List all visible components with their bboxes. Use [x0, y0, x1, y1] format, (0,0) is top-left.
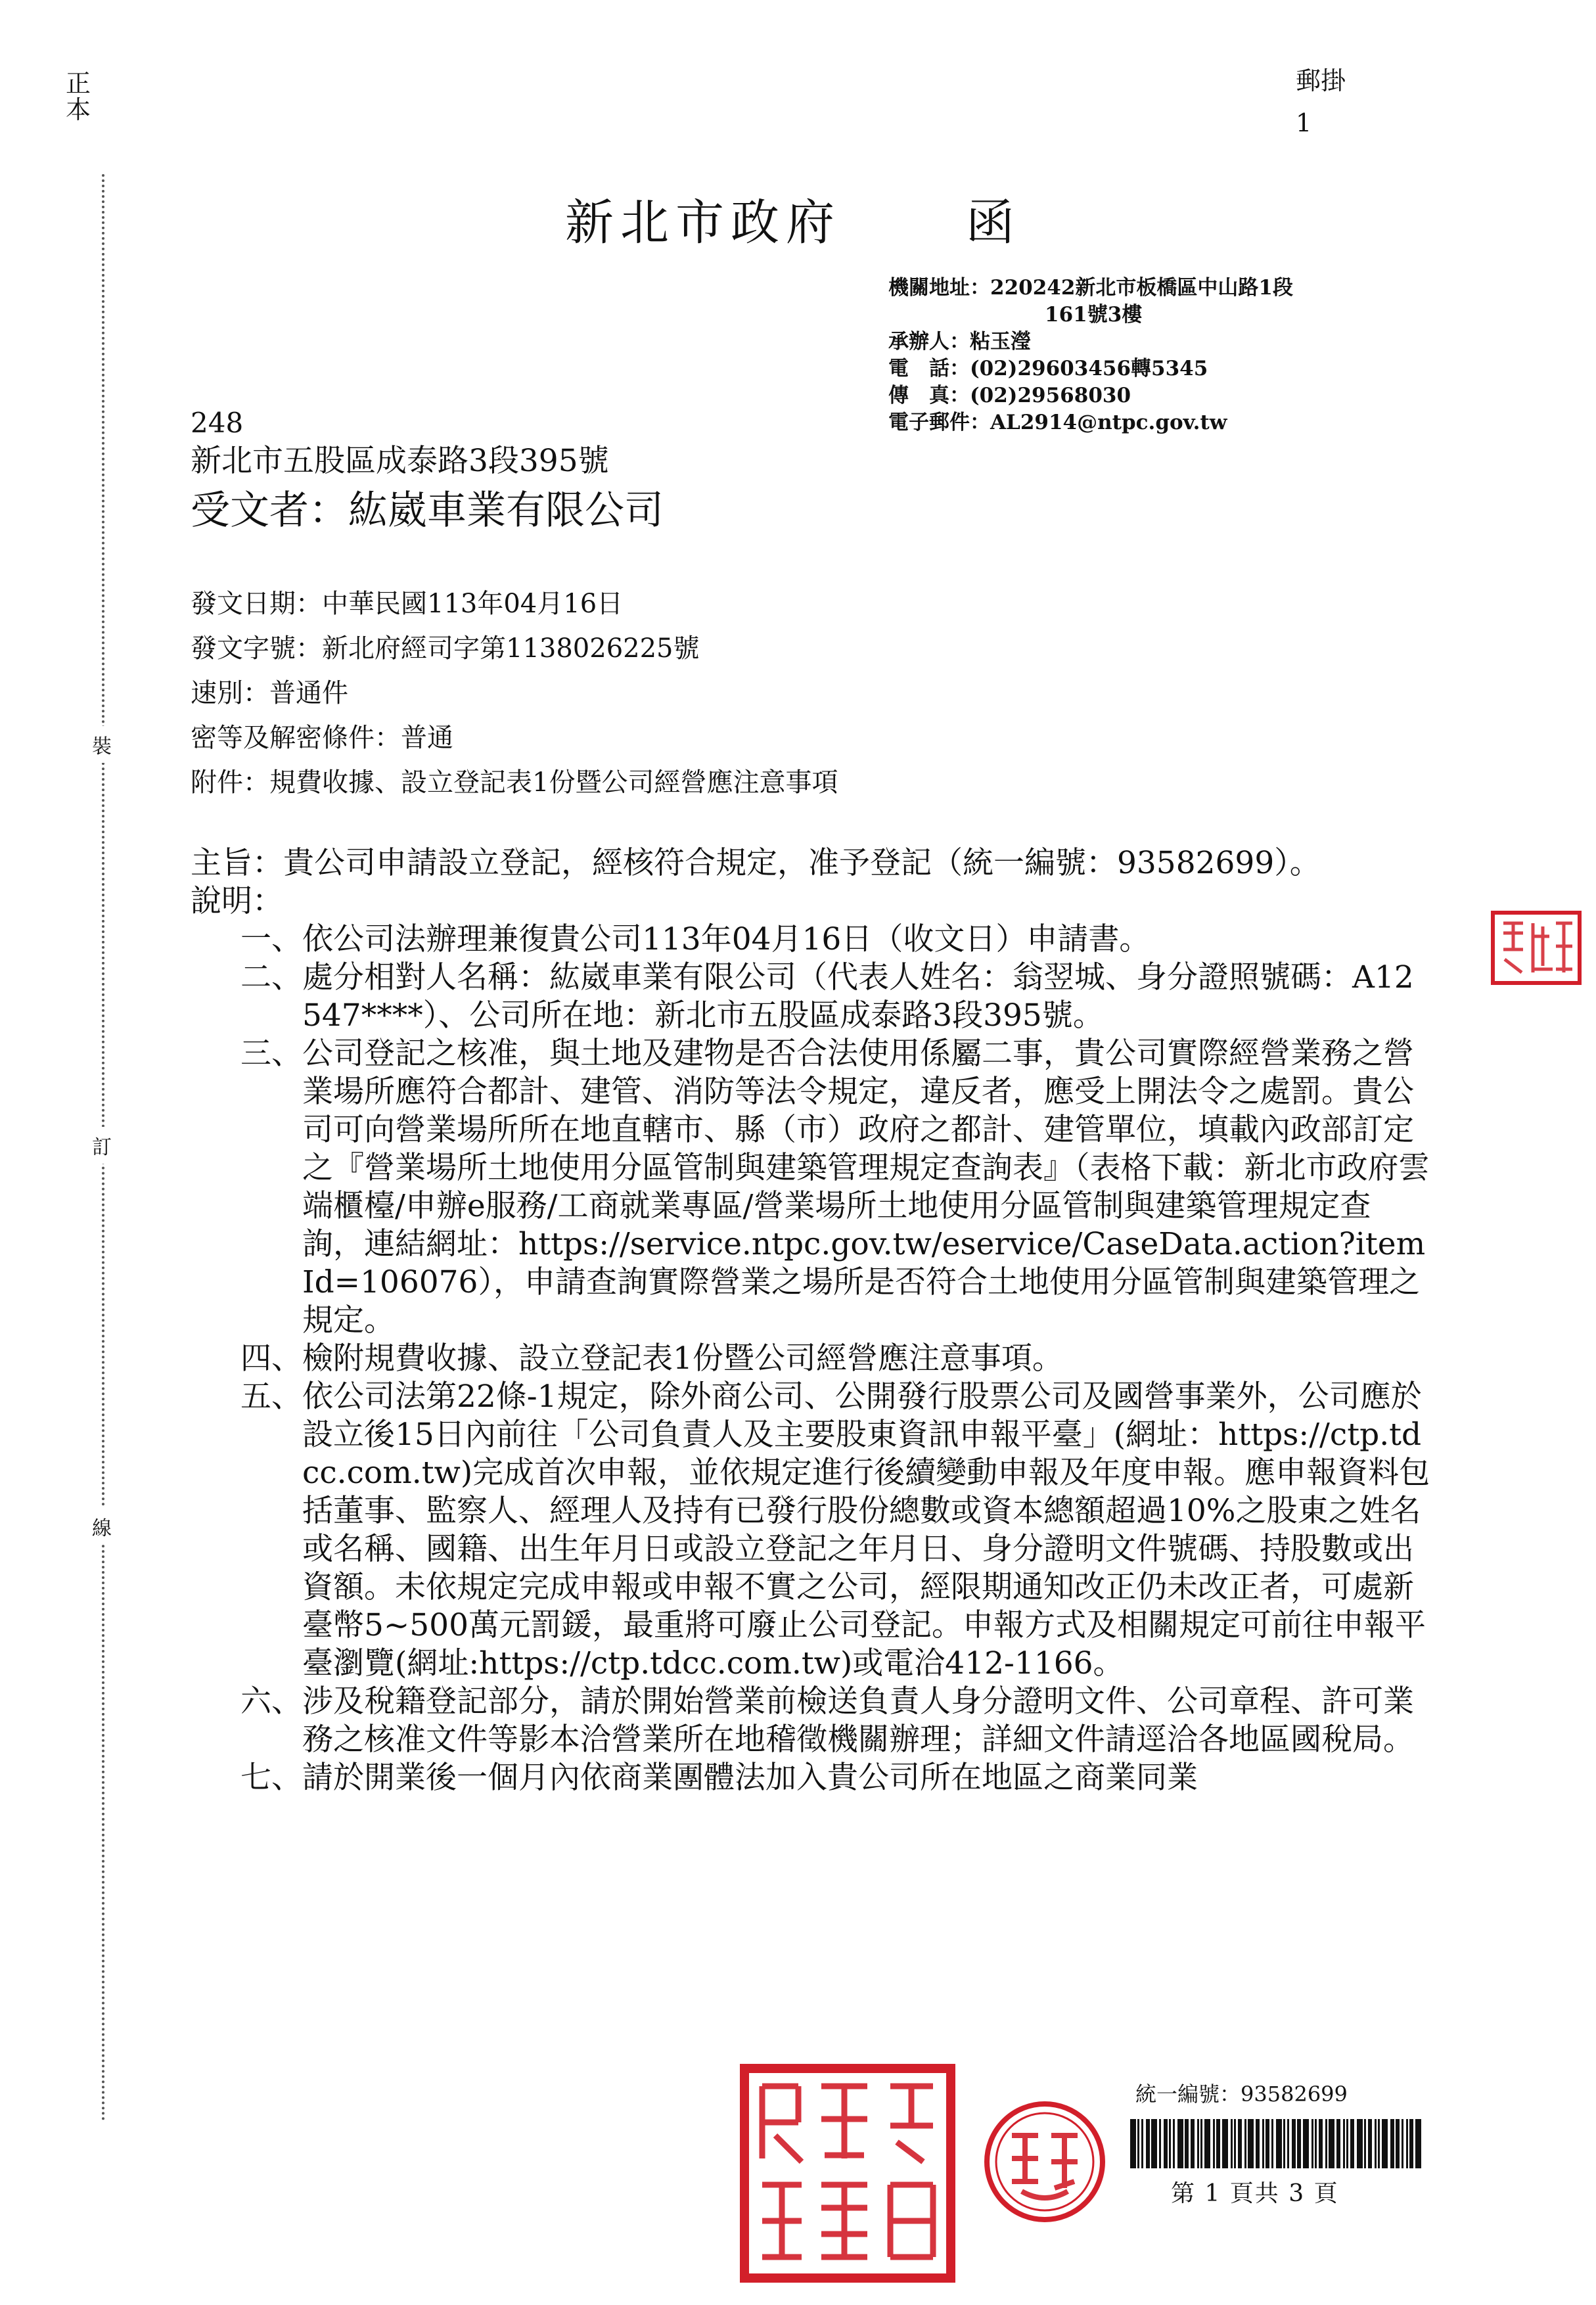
copy-type-char: 正 [66, 69, 91, 98]
document-body [191, 844, 1432, 1797]
subject-text: 貴公司申請設立登記，經核符合規定，准予登記（統一編號：93582699）。 [283, 845, 1321, 881]
agency-address-line2: 161號3樓 [1045, 303, 1143, 327]
barcode-bar [1415, 2119, 1421, 2168]
barcode-bar [1244, 2119, 1246, 2168]
barcode-bar [1185, 2119, 1189, 2168]
barcode-bar [1382, 2119, 1388, 2168]
secrecy-class: 密等及解密條件：普通 [191, 723, 453, 753]
attachments: 附件：規費收據、設立登記表1份暨公司經營應注意事項 [191, 767, 838, 798]
page-indicator: 第 1 頁共 3 頁 [1171, 2180, 1339, 2207]
barcode-bar [1262, 2119, 1264, 2168]
barcode-bar [1234, 2119, 1236, 2168]
barcode-bar [1364, 2119, 1366, 2168]
barcode-bar [1350, 2119, 1354, 2168]
margin-seal-stamp [1490, 910, 1582, 986]
barcode-bar [1346, 2119, 1348, 2168]
barcode-bar [1396, 2119, 1400, 2168]
explanation-item: 六、 涉及稅籍登記部分，請於開始營業前檢送負責人身分證明文件、公司章程、許可業務之核准文件等影本洽營業所在地稽徵機關辦理；詳細文件請逕洽各地區國稅局。 [240, 1683, 1414, 1758]
barcode-bar [1390, 2119, 1394, 2168]
subject-label: 主旨： [191, 845, 283, 881]
barcode-bar [1357, 2119, 1363, 2168]
barcode [1130, 2119, 1472, 2168]
barcode-bar [1141, 2119, 1143, 2168]
agency-email: 電子郵件：AL2914@ntpc.gov.tw [888, 411, 1227, 434]
issue-date: 發文日期：中華民國113年04月16日 [191, 589, 624, 619]
barcode-bar [1204, 2119, 1210, 2168]
copy-type-label [66, 71, 91, 124]
document-title [565, 184, 1021, 254]
binding-mark-ding: 訂 [92, 1127, 112, 1164]
barcode-bar [1137, 2119, 1139, 2168]
recipient-name: 紘崴車業有限公司 [348, 488, 664, 534]
barcode-bar [1256, 2119, 1260, 2168]
barcode-bar [1292, 2119, 1296, 2168]
barcode-bar [1402, 2119, 1403, 2168]
binding-mark-zhuang: 裝 [92, 726, 112, 763]
agency-handler: 承辦人：粘玉瀅 [888, 330, 1031, 354]
barcode-bar [1303, 2119, 1309, 2168]
uniform-number: 統一編號：93582699 [1135, 2082, 1348, 2107]
barcode-bar [1216, 2119, 1220, 2168]
recipient-label: 受文者： [191, 488, 348, 534]
explanation-item: 七、 請於開業後一個月內依商業團體法加入貴公司所在地區之商業同業 [240, 1760, 1198, 1796]
barcode-bar [1197, 2119, 1199, 2168]
explanation-item: 五、 依公司法第22條-1規定，除外商公司、公開發行股票公司及國營事業外，公司應於設立後15日內前往「公司負責人及主要股東資訊申報平臺」(網址：https://ctp.tdcc.com.tw)完成首次申報，並依規定進行後續變動申報及年度申報。應申報資料包括董事、監察人、經理人及持有已發行股份總數或資本總額超過10%之股東之姓名或名稱、國籍、出生年月日或設立登記之年月日、身分證明文件號碼、持股數或出資額。未依規定完成申報或申報不實之公司，經限期通知改正仍未改正者，可處新臺幣5~500萬元罰鍰，最重將可廢止公司登記。申報方式及相關規定可前往申報平臺瀏覽(網址:https://ctp.tdcc.com.tw)或電洽412-1166。 [240, 1379, 1430, 1681]
agency-contact-block [888, 275, 1293, 436]
barcode-bar [1159, 2119, 1161, 2168]
barcode-bar [1191, 2119, 1195, 2168]
barcode-bar [1169, 2119, 1171, 2168]
explanation-item: 三、 公司登記之核准，與土地及建物是否合法使用係屬二事，貴公司實際經營業務之營業場所應符合都計、建管、消防等法令規定，違反者，應受上開法令之處罰。貴公司可向營業場所所在地直轄市、縣（市）政府之都計、建管單位，填載內政部訂定之『營業場所土地使用分區管制與建築管理規定查詢表』（表格下載：新北市政府雲端櫃檯/申辦e服務/工商就業專區/營業場所土地使用分區管制與建築管理規定查詢，連結網址：https://service.ntpc.gov.tw/eservice/CaseData.action?itemId=106076），申請查詢實際營業之場所是否符合土地使用分區管制與建築管理之規定。 [240, 1036, 1430, 1338]
recipient-postal-code: 248 [191, 407, 244, 439]
barcode-bar [1336, 2119, 1340, 2168]
binding-mark-xian: 線 [92, 1508, 112, 1545]
agency-fax: 傳 真：(02)29568030 [888, 384, 1131, 407]
barcode-bar [1311, 2119, 1313, 2168]
barcode-bar [1164, 2119, 1168, 2168]
barcode-bar [1329, 2119, 1334, 2168]
barcode-bar [1130, 2119, 1136, 2168]
barcode-bar [1378, 2119, 1380, 2168]
barcode-bar [1325, 2119, 1327, 2168]
barcode-bar [1248, 2119, 1254, 2168]
barcode-bar [1213, 2119, 1215, 2168]
agency-name: 新北市政府 [565, 194, 841, 251]
barcode-bar [1146, 2119, 1150, 2168]
barcode-bar [1231, 2119, 1233, 2168]
barcode-bar [1222, 2119, 1228, 2168]
barcode-bar [1271, 2119, 1273, 2168]
barcode-bar [1343, 2119, 1345, 2168]
barcode-bar [1368, 2119, 1372, 2168]
recipient-line [191, 482, 664, 539]
barcode-bar [1265, 2119, 1269, 2168]
explanation-item: 一、 依公司法辦理兼復貴公司113年04月16日（收文日）申請書。 [240, 921, 1151, 957]
explanation-label: 說明： [191, 883, 283, 919]
barcode-bar [1173, 2119, 1175, 2168]
explanation-item: 二、 處分相對人名稱：紘崴車業有限公司（代表人姓名：翁翌城、身分證照號碼：A12547****）、公司所在地：新北市五股區成泰路3段395號。 [240, 959, 1414, 1034]
barcode-bar [1177, 2119, 1183, 2168]
explanation-item: 四、 檢附規費收據、設立登記表1份暨公司經營應注意事項。 [240, 1340, 1063, 1377]
copy-type-char: 本 [66, 95, 91, 124]
recipient-address: 新北市五股區成泰路3段395號 [191, 443, 609, 479]
agency-phone: 電 話：(02)29603456轉5345 [888, 357, 1208, 380]
barcode-bar [1238, 2119, 1242, 2168]
barcode-bar [1406, 2119, 1408, 2168]
agency-address: 機關地址：220242新北市板橋區中山路1段 [888, 276, 1293, 300]
mail-type: 郵掛 [1296, 66, 1346, 95]
barcode-bar [1287, 2119, 1289, 2168]
barcode-bar [1315, 2119, 1317, 2168]
barcode-bar [1297, 2119, 1301, 2168]
barcode-bar [1200, 2119, 1202, 2168]
subject [191, 844, 1432, 882]
speed-class: 速別：普通件 [191, 678, 348, 708]
official-square-seal [739, 2063, 956, 2283]
barcode-bar [1151, 2119, 1157, 2168]
mail-count: 1 [1296, 108, 1312, 137]
barcode-bar [1319, 2119, 1323, 2168]
barcode-bar [1375, 2119, 1377, 2168]
recipient-block [191, 406, 664, 539]
document-type: 函 [966, 194, 1021, 251]
official-round-seal [982, 2099, 1107, 2224]
barcode-bar [1283, 2119, 1285, 2168]
document-meta [191, 582, 838, 805]
issue-number: 發文字號：新北府經司字第1138026225號 [191, 633, 700, 664]
barcode-bar [1276, 2119, 1282, 2168]
barcode-bar [1409, 2119, 1413, 2168]
